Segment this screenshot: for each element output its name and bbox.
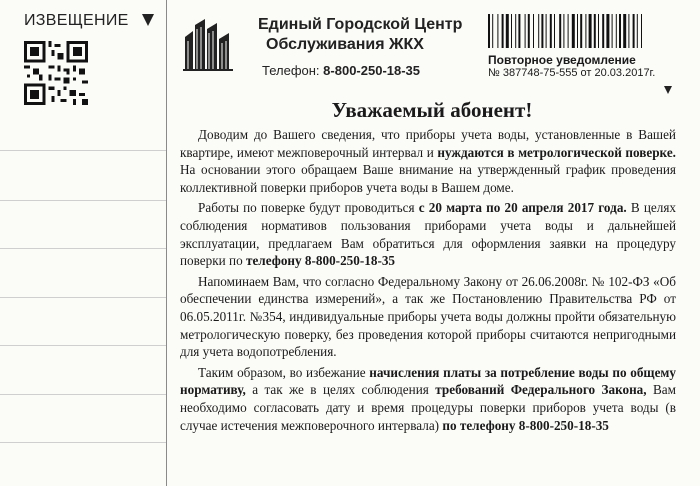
paragraph-text: Вам необходимо согласовать дату и время процедуры поверки приборов учета воды (в случае истечения межповерочного интервала) — [180, 382, 676, 433]
body-paragraph — [180, 126, 676, 196]
emphasis-text: требований Федерального Закона, — [435, 382, 647, 398]
paragraph-text: Напоминаем Вам, что согласно Федеральному Закону от 26.06.2008г. № 102-ФЗ «Об обеспечении единства измерений», а так же Постановлению Правительства РФ от 06.05.2011г. №354, индивидуальные приборы учета воды должны пройти обязательную метрологическую поверку, без проведения которой приборы считаются непригодными для учета водопотребления. — [180, 273, 676, 360]
stub-column — [0, 0, 166, 486]
body-paragraph — [180, 199, 676, 269]
phone-number: 8-800-250-18-35 — [323, 63, 421, 78]
emphasis-text: с 20 марта по 20 апреля 2017 года. — [418, 200, 627, 216]
barcode-icon — [488, 14, 666, 48]
org-name-line1: Единый Городской Центр — [258, 16, 463, 33]
body-paragraph — [180, 273, 676, 361]
org-phone — [262, 63, 420, 78]
cut-marker-icon — [142, 14, 154, 26]
paragraph-text: Доводим до Вашего сведения, что приборы учета воды, установленные в Вашей квартире, имеют межповерочный интервал и — [180, 127, 676, 160]
body-paragraph — [180, 364, 676, 434]
divider — [0, 394, 166, 395]
paragraph-text: Работы по поверке будут проводиться — [198, 200, 419, 216]
paragraph-text: Таким образом, во избежание — [198, 364, 370, 380]
emphasis-text: телефону 8-800-250-18-35 — [245, 253, 396, 269]
divider — [0, 150, 166, 151]
letter-body — [180, 126, 676, 437]
divider — [0, 248, 166, 249]
emphasis-text: по телефону 8-800-250-18-35 — [442, 417, 609, 433]
letter-heading: Уважаемый абонент! — [331, 98, 533, 122]
divider — [0, 200, 166, 201]
notice-stub-label: ИЗВЕЩЕНИЕ — [24, 12, 129, 29]
cut-marker-icon — [664, 86, 672, 94]
divider — [0, 297, 166, 298]
emphasis-text: нуждаются в метрологической поверке. — [437, 144, 676, 160]
org-name-line2: Обслуживания ЖКХ — [266, 36, 424, 53]
notice-title: Повторное уведомление — [488, 53, 636, 67]
tear-line — [166, 0, 167, 486]
emphasis-text: начисления платы за потребление воды по общему нормативу, — [180, 364, 676, 398]
divider — [0, 345, 166, 346]
paragraph-text: а так же в целях соблюдения — [245, 382, 436, 398]
buildings-logo-icon — [183, 17, 233, 71]
phone-label: Телефон: — [262, 63, 320, 78]
qr-code-icon — [24, 41, 88, 105]
divider — [0, 442, 166, 443]
paragraph-text: В целях соблюдения нормативов пользования приборами учета воды и дальнейшей эксплуатации, предлагаем Вам обратиться для оформления заявки на процедуру поверки по — [180, 200, 676, 269]
notice-number: № 387748-75-555 от 20.03.2017г. — [488, 67, 656, 79]
paragraph-text: На основании этого обращаем Ваше внимание на утвержденный график проведения коллективной поверки приборов учета воды в Вашем доме. — [180, 162, 676, 195]
